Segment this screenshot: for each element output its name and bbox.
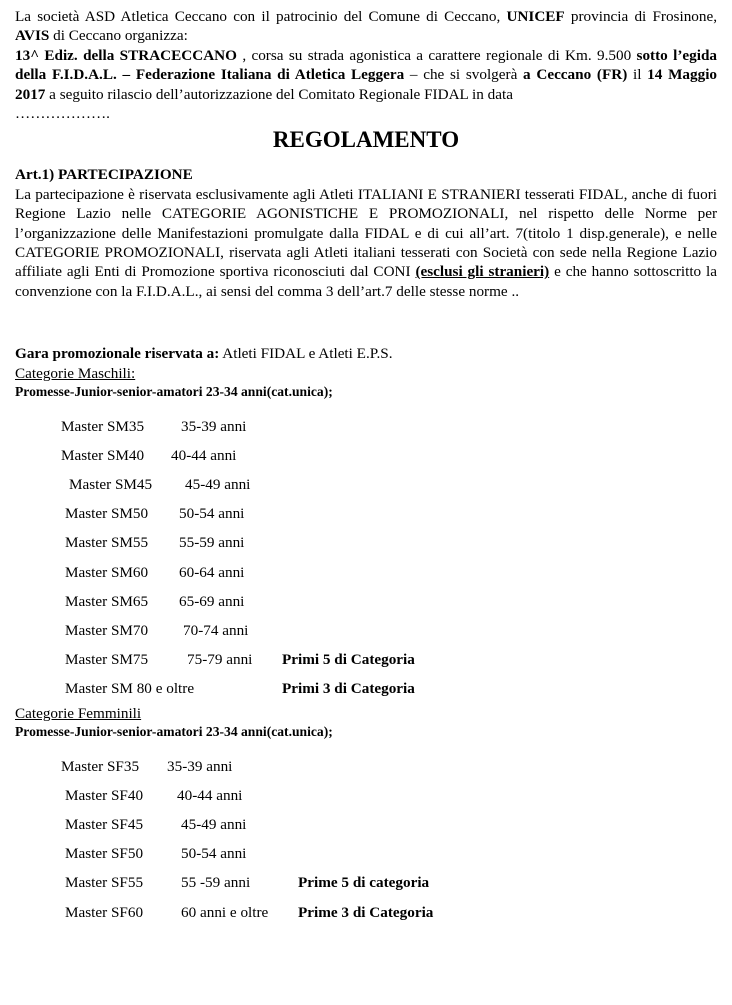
category-name: Master SM60 [65, 563, 149, 581]
category-age: 50-54 anni [181, 845, 247, 863]
intro-text-6: il [627, 66, 648, 84]
category-row [15, 839, 717, 868]
category-row [15, 752, 717, 781]
document-page [15, 0, 717, 927]
category-age: 75-79 anni [187, 651, 253, 669]
race-place: a Ceccano (FR) [523, 66, 628, 84]
category-age: 40-44 anni [171, 446, 237, 464]
intro-paragraph [15, 0, 717, 123]
female-categories-heading: Categorie Femminili [15, 704, 142, 722]
category-name: Master SM 80 e oltre [65, 680, 195, 698]
category-age: 50-54 anni [179, 505, 245, 523]
category-age: 55 -59 anni [181, 874, 251, 892]
category-name: Master SF50 [65, 845, 144, 863]
category-row [15, 558, 717, 587]
article-1-text-part-2: e che hanno sottoscritto la convenzione con la F.I.D.A.L., ai sensi del comma 3 dell’art.7 delle stesse norme .. [15, 263, 717, 300]
category-age: 45-49 anni [185, 476, 251, 494]
category-row [15, 810, 717, 839]
unicef-name: UNICEF [506, 8, 565, 25]
category-name: Master SM40 [61, 446, 145, 464]
category-row [15, 781, 717, 810]
avis-name: AVIS [15, 27, 50, 45]
intro-text-7: a seguito rilascio dell’autorizzazione del Comitato Regionale FIDAL in data [45, 85, 513, 103]
category-name: Master SM70 [65, 622, 149, 639]
intro-text-1: La società ASD Atletica Ceccano con il patrocinio del Comune di Ceccano, [15, 8, 507, 25]
category-name: Master SF60 [65, 903, 144, 921]
category-row [15, 470, 717, 499]
category-row [15, 645, 717, 674]
category-name: Master SM65 [65, 592, 149, 610]
race-date: 14 Maggio 2017 [15, 66, 718, 103]
article-1-excluded-note: (esclusi gli stranieri) [415, 263, 550, 281]
category-name: Master SF40 [65, 786, 144, 804]
category-row [15, 587, 717, 616]
category-age: 60-64 anni [179, 563, 245, 581]
category-row [15, 528, 717, 557]
promo-label: Gara promozionale riservata a: [15, 345, 220, 363]
article-1-title: Art.1) PARTECIPAZIONE [15, 166, 193, 184]
category-age: 45-49 anni [181, 815, 247, 833]
category-name: Master SF45 [65, 815, 144, 833]
category-prize: Prime 5 di categoria [298, 874, 430, 892]
category-row [15, 616, 717, 645]
category-age: 55-59 anni [179, 534, 245, 552]
female-category-list [15, 752, 717, 927]
category-prize: Primi 3 di Categoria [282, 680, 415, 698]
category-prize: Prime 3 di Categoria [298, 903, 434, 921]
category-row [15, 674, 717, 703]
intro-text-5: – che si svolgerà [404, 66, 524, 84]
category-prize: Primi 5 di Categoria [282, 651, 415, 669]
category-name: Master SM75 [65, 651, 149, 669]
article-1-text-part-1: La partecipazione è riservata esclusivamente agli Atleti ITALIANI E STRANIERI tesserati FIDAL, anche di fuori Regione Lazio nelle CATEGORIE AGONISTICHE E PROMOZIONALI, nel rispetto delle Norme per l’organizzazione delle Manifestazioni promulgate dalla FIDAL e di cui all’art. 7(titolo 1 disp.generale), e nelle CATEGORIE PROMOZIONALI, riservata agli Atleti italiani tesserati con Società con sede nella Regione Lazio affiliate agli Enti di Promozione sportiva riconosciuti dal CONI [15, 185, 717, 281]
intro-text-3: di Ceccano organizza: [49, 27, 188, 45]
intro-dots: ………………. [15, 105, 110, 123]
male-categories-heading: Categorie Maschili: [15, 364, 136, 382]
race-edition: 13^ Ediz. della STRACECCANO [15, 46, 237, 64]
category-age: 65-69 anni [179, 592, 245, 610]
category-age: 35-39 anni [181, 417, 247, 435]
article-1-text [15, 185, 717, 301]
category-age: 35-39 anni [167, 757, 233, 775]
intro-text-2: provincia di Frosinone, [564, 8, 718, 25]
document-title: REGOLAMENTO [272, 127, 460, 153]
category-row [15, 412, 717, 441]
category-row [15, 868, 717, 897]
category-name: Master SM50 [65, 505, 149, 523]
category-name: Master SF55 [65, 874, 144, 892]
male-category-list [15, 412, 717, 704]
category-name: Master SF35 [61, 757, 140, 775]
intro-text-4: , corsa su strada agonistica a carattere regionale di Km. 9.500 [236, 46, 637, 64]
promo-race-line [15, 344, 717, 363]
category-name: Master SM55 [65, 534, 149, 552]
male-categories-sub: Promesse-Junior-senior-amatori 23-34 anni(cat.unica); [15, 383, 333, 399]
category-name: Master SM35 [61, 417, 145, 435]
category-age: 60 anni e oltre [181, 903, 269, 921]
female-categories-sub: Promesse-Junior-senior-amatori 23-34 anni(cat.unica); [15, 723, 333, 739]
category-row [15, 441, 717, 470]
category-row [15, 499, 717, 528]
category-name: Master SM45 [69, 476, 153, 494]
category-row [15, 898, 717, 927]
category-age: 70-74 anni [183, 622, 249, 639]
promo-value: Atleti FIDAL e Atleti E.P.S. [219, 345, 393, 363]
fidal-patronage: sotto l’egida della F.I.D.A.L. – Federazione Italiana di Atletica Leggera [15, 46, 717, 84]
category-age: 40-44 anni [177, 786, 243, 804]
